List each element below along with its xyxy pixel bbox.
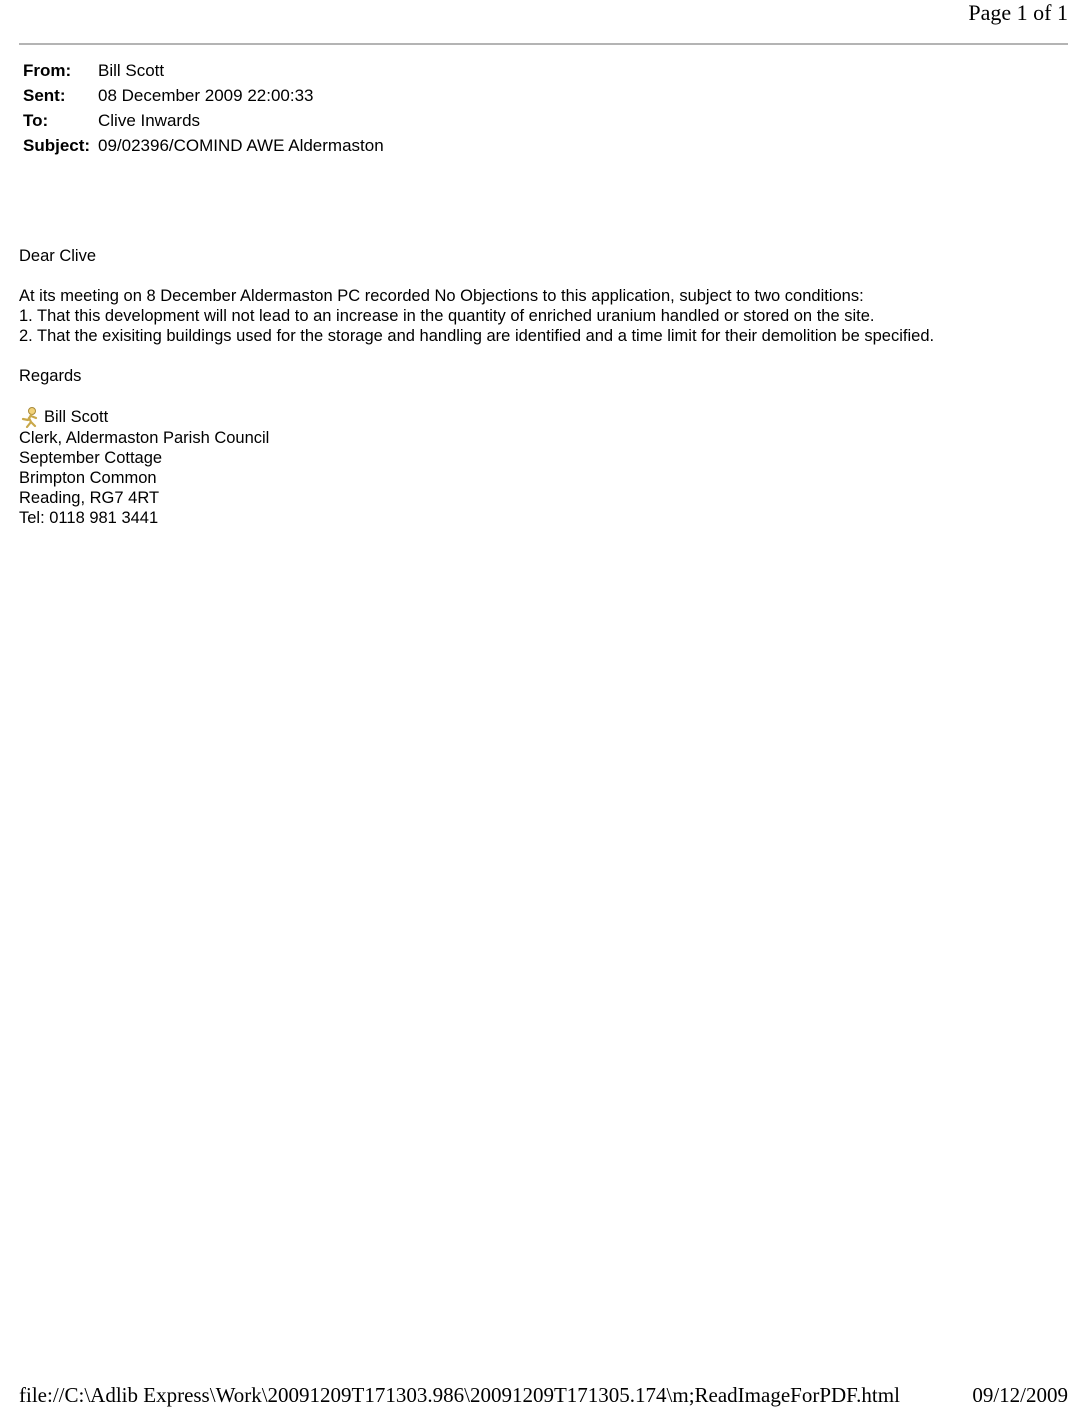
page-number: Page 1 of 1	[968, 0, 1068, 25]
signature-title: Clerk, Aldermaston Parish Council	[19, 429, 270, 447]
greeting: Dear Clive	[19, 247, 97, 265]
email-header	[23, 58, 384, 158]
to-row	[23, 108, 384, 133]
condition-2: 2. That the exisiting buildings used for the storage and handling are identified and a time limit for their demolition be specified.	[19, 327, 935, 345]
sent-row	[23, 83, 384, 108]
signature-address-1: September Cottage	[19, 449, 163, 467]
signature-phone: Tel: 0118 981 3441	[19, 509, 159, 527]
sent-label: Sent:	[23, 86, 66, 105]
to-label: To:	[23, 111, 49, 130]
subject-row	[23, 133, 384, 158]
sent-value: 08 December 2009 22:00:33	[98, 86, 314, 105]
signature-address-2: Brimpton Common	[19, 469, 157, 487]
email-body	[19, 246, 934, 528]
subject-label: Subject:	[23, 136, 91, 155]
signature-address-3: Reading, RG7 4RT	[19, 489, 160, 507]
subject-value: 09/02396/COMIND AWE Aldermaston	[98, 136, 384, 155]
from-row	[23, 58, 384, 83]
from-value: Bill Scott	[98, 61, 165, 80]
signature-name: Bill Scott	[44, 408, 109, 426]
closing: Regards	[19, 367, 82, 385]
condition-1: 1. That this development will not lead to an increase in the quantity of enriched uranium handled or stored on the site.	[19, 307, 875, 325]
person-icon	[19, 406, 41, 428]
signature-name-line	[19, 406, 934, 428]
from-label: From:	[23, 61, 72, 80]
footer-date: 09/12/2009	[972, 1383, 1068, 1407]
intro-paragraph: At its meeting on 8 December Aldermaston PC recorded No Objections to this application, subject to two conditions:	[19, 287, 864, 305]
to-value: Clive Inwards	[98, 111, 201, 130]
footer-file-path: file://C:\Adlib Express\Work\20091209T171303.986\20091209T171305.174\m;ReadImageForPDF.html	[19, 1383, 900, 1407]
header-divider	[19, 43, 1068, 45]
